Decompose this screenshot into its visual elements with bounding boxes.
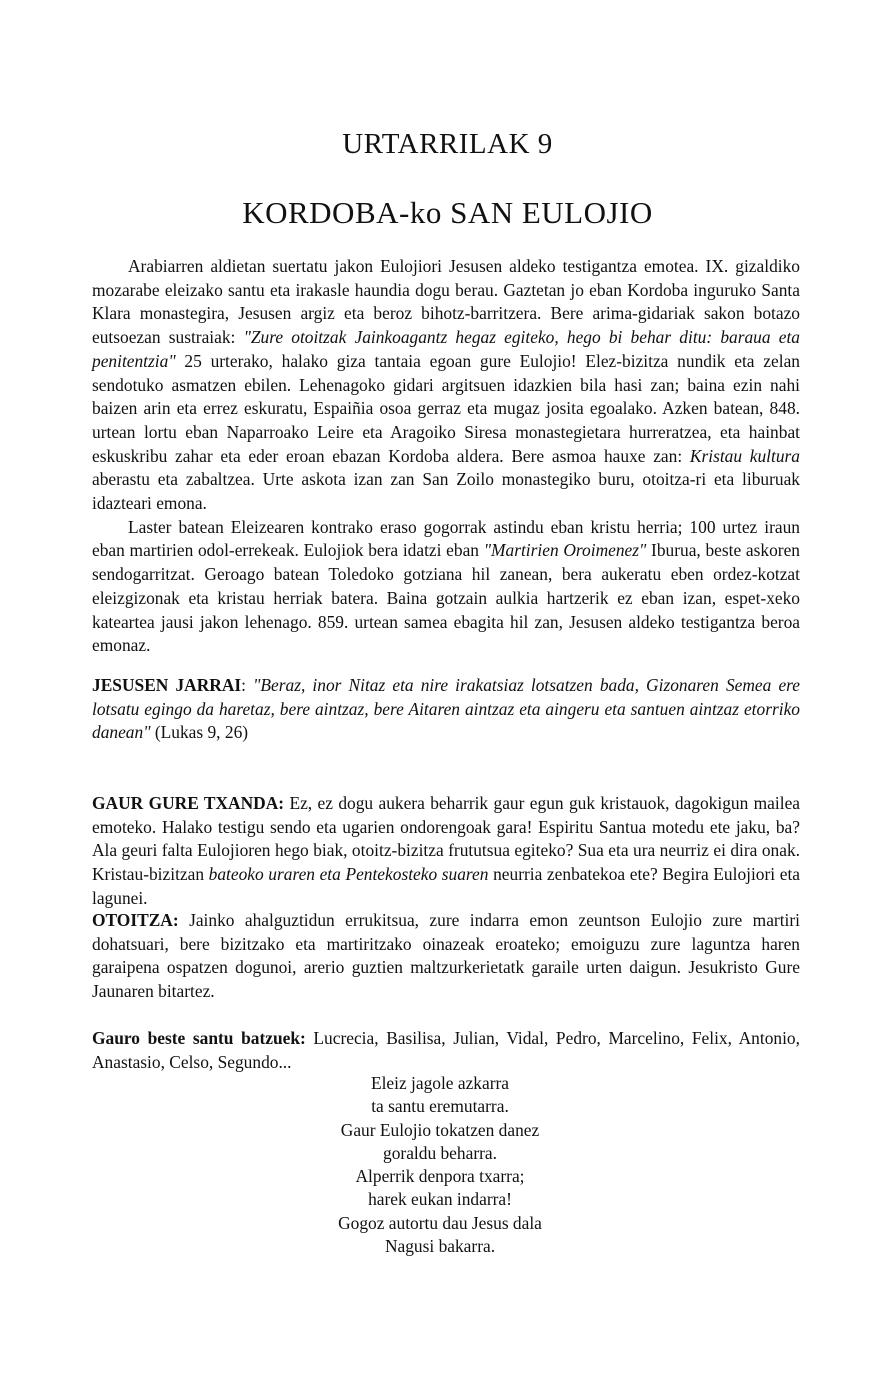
otoitza-heading: OTOITZA: — [92, 910, 179, 930]
intro-text: aberastu eta zabaltzea. Urte askota izan zan San Zoilo monastegiko buru, otoitza-ri eta liburuak idazteari emona. — [92, 469, 800, 514]
gaur-italic: bateoko uraren eta Pentekosteko suaren — [208, 864, 489, 885]
intro-paragraph-1 — [92, 255, 800, 516]
intro-text: 25 urterako, halako giza tantaia egoan gure Eulojio! Elez-bizitza nundik eta zelan sendotuko asmatzen ebilen. Lehenagoko gidari argitsuen idazkien bila hasi zan; baina ezin nahi baizen arin eta errez eskuratu, Espaiñia osoa gerraz eta mugaz josita egoalako. Azken batean, 848. urtean lortu eban Naparroako Leire eta Aragoiko Siresa monastegietara hurreratzea, eta hainbat eskuskribu zahar eta eder eroan ebazan Kordoba aldera. Bere asmoa hauxe zan: — [92, 350, 800, 466]
santuak-text: Lucrecia, Basilisa, Julian, Vidal, Pedro, Marcelino, Felix, Antonio, Anastasio, Celso, Segundo... — [92, 1028, 800, 1072]
santuak-heading: Gauro beste santu batzuek: — [92, 1028, 306, 1048]
otoitza-section — [92, 909, 800, 1004]
intro-section — [92, 255, 800, 658]
poem-line: Nagusi bakarra. — [384, 1236, 496, 1257]
jesusen-colon: : — [241, 675, 254, 695]
date-title: URTARRILAK 9 — [342, 128, 553, 160]
intro-text: Iburua, beste askoren sendogarritzat. Geroago batean Toledoko gotziana hil zanean, bera aukeratu eben ordez-kotzat eleizgizonak eta kristau herriak batera. Baina gotzain aulkia hartzerik ez eban izan, espet-xeko kateartea jausi jakon lehenago. 859. urtean samea ebagita hil zan, Jesusen aldeko testigantza beroa emonaz. — [92, 540, 801, 656]
jesusen-quote: "Beraz, inor Nitaz eta nire irakatsiaz lotsatzen bada, Gizonaren Semea ere lotsatu egingo da haretaz, bere aintzaz, bere Aitaren aintzaz eta aingeru eta santuen aintzaz etorriko danean" — [92, 675, 800, 743]
poem — [290, 1072, 590, 1258]
poem-line: ta santu eremutarra. — [371, 1096, 509, 1117]
gaur-text: Ez, ez dogu aukera beharrik gaur egun guk kristauok, dagokigun mailea emoteko. Halako testigu sendo eta ugarien ondorengoak gara! Espiritu Santua motedu ete jaku, ba? Ala geuri falta Eulojioren hego biak, otoitz-bizitza frututsua egiteko? Sua eta ura neurriz ei dira onak. Kristau-bizitzan — [92, 793, 801, 885]
intro-book-title: "Martirien Oroimenez" — [483, 540, 647, 561]
intro-text: Laster batean Eleizearen kontrako eraso gogorrak astindu eban kristu herria; 100 urtez iraun eban martirien odol-errekeak. Eulojiok bera idatzi eban — [92, 516, 800, 561]
gaur-heading: GAUR GURE TXANDA: — [92, 793, 285, 813]
otoitza-text: Jainko ahalguztidun errukitsua, zure indarra emon zeuntson Eulojio zure martiri dohatsuari, bere bizitzako eta martiritzako oinazeak eroateko; emoiguzu zure laguntza haren garaipena ospatzen dogunoi, arerio guztien maltzurkerietatk garaile urten daigun. Jesukristo Gure Jaunaren bitartez. — [92, 910, 800, 1002]
poem-line: Eleiz jagole azkarra — [370, 1073, 510, 1093]
jesusen-jarrai-section — [92, 674, 800, 745]
gaur-text: neurria zenbatekoa ete? Begira Eulojiori eta lagunei. — [92, 864, 800, 908]
poem-line: Gogoz autortu dau Jesus dala — [338, 1212, 542, 1233]
poem-line: Alperrik denpora txarra; — [355, 1166, 525, 1187]
poem-line: goraldu beharra. — [383, 1142, 497, 1163]
beste-santuak-section — [92, 1027, 800, 1074]
intro-italic: Kristau kultura — [689, 445, 800, 466]
intro-paragraph-2 — [92, 516, 800, 658]
intro-quote: "Zure otoitzak Jainkoagantz hegaz egiteko, hego bi behar ditu: baraua eta penitentzia" — [92, 327, 800, 371]
saint-title: KORDOBA-ko SAN EULOJIO — [242, 195, 653, 230]
jesusen-reference: (Lukas 9, 26) — [150, 722, 249, 743]
poem-line: harek eukan indarra! — [368, 1189, 512, 1210]
poem-line: Gaur Eulojio tokatzen danez — [340, 1119, 540, 1140]
jesusen-heading: JESUSEN JARRAI — [92, 675, 242, 695]
intro-text: Arabiarren aldietan suertatu jakon Eulojiori Jesusen aldeko testigantza emotea. IX. gizaldiko mozarabe eleizako santu eta irakasle haundia dogu berau. Gaztetan jo eban Kordoba inguruko Santa Klara monastegira, Jesusen argiz eta beroz bihotz-barritzera. Bere arima-gidariak sakon botazo eutsoezan sustraiak: — [92, 256, 800, 348]
gaur-gure-txanda-section — [92, 792, 800, 911]
